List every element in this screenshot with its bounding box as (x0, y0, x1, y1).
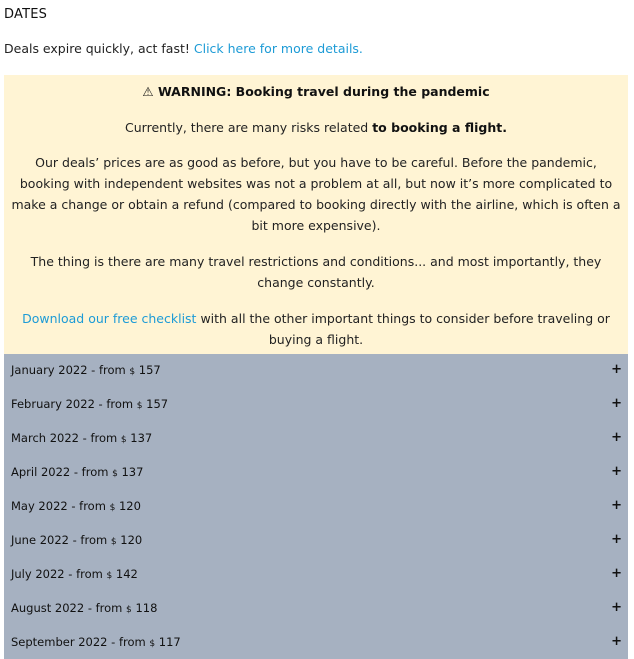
expand-icon[interactable]: + (611, 362, 622, 377)
price-value: 120 (120, 533, 143, 547)
checklist-link[interactable]: Download our free checklist (22, 311, 197, 326)
intro-line (4, 41, 363, 56)
accordion-label (11, 465, 143, 479)
month-text: February 2022 - from (11, 397, 137, 411)
warning-subtitle-bold: to booking a flight. (372, 120, 507, 135)
expand-icon[interactable]: + (611, 396, 622, 411)
warning-subtitle-plain: Currently, there are many risks related (125, 120, 373, 135)
currency-symbol: $ (126, 605, 132, 615)
currency-symbol: $ (106, 571, 113, 581)
price-value: 157 (138, 363, 161, 377)
section-heading: DATES (4, 7, 48, 22)
accordion-label (11, 431, 152, 445)
currency-symbol: $ (129, 367, 136, 377)
expand-icon[interactable]: + (611, 600, 622, 615)
warning-title-text: WARNING: Booking travel during the pandemic (157, 84, 490, 99)
currency-symbol: $ (112, 469, 118, 479)
warning-paragraph-2: The thing is there are many travel restrictions and conditions... and most importantly, they change constantly. (30, 254, 602, 290)
accordion-label (11, 567, 138, 581)
intro-text: Deals expire quickly, act fast! (4, 41, 194, 56)
month-text: June 2022 - from (11, 533, 111, 547)
accordion-label (11, 397, 168, 411)
price-value: 120 (118, 499, 141, 513)
currency-symbol: $ (149, 639, 156, 649)
accordion-row-january[interactable] (4, 354, 628, 388)
more-details-link[interactable]: Click here for more details. (193, 41, 363, 56)
month-text: August 2022 - from (11, 601, 127, 615)
accordion-row-march[interactable] (4, 422, 628, 456)
accordion-label (11, 601, 157, 615)
currency-symbol: $ (136, 401, 143, 411)
accordion-row-april[interactable] (4, 456, 628, 490)
warning-title (11, 75, 621, 102)
month-text: September 2022 - from (11, 635, 150, 649)
month-text: January 2022 - from (11, 363, 130, 377)
expand-icon[interactable]: + (611, 634, 622, 649)
price-value: 117 (158, 635, 181, 649)
warning-triangle-icon: ⚠ (142, 84, 154, 99)
warning-box (4, 75, 628, 354)
price-value: 137 (121, 465, 144, 479)
accordion-row-july[interactable] (4, 558, 628, 592)
price-value: 157 (146, 397, 169, 411)
warning-subtitle (11, 117, 621, 138)
accordion-row-august[interactable] (4, 592, 628, 626)
expand-icon[interactable]: + (611, 566, 622, 581)
currency-symbol: $ (120, 435, 127, 445)
accordion-row-september[interactable] (4, 626, 628, 659)
month-text: July 2022 - from (11, 567, 107, 581)
accordion-label (11, 635, 181, 649)
expand-icon[interactable]: + (611, 464, 622, 479)
month-text: March 2022 - from (11, 431, 121, 445)
months-accordion (4, 354, 628, 659)
accordion-row-june[interactable] (4, 524, 628, 558)
warning-paragraph-1: Our deals’ prices are as good as before, but you have to be careful. Before the pandemic, booking with independent websites was not a problem at all, but now it’s more complicated to make a change or obtain a refund (compared to booking directly with the airline, which is often a bit more expensive). (11, 155, 621, 233)
price-value: 118 (135, 601, 158, 615)
expand-icon[interactable]: + (611, 498, 622, 513)
warning-checklist (11, 308, 621, 350)
currency-symbol: $ (109, 503, 116, 513)
expand-icon[interactable]: + (611, 430, 622, 445)
price-value: 142 (115, 567, 138, 581)
checklist-text: with all the other important things to consider before traveling or buying a flight. (196, 311, 610, 347)
month-text: April 2022 - from (11, 465, 113, 479)
accordion-label (11, 363, 161, 377)
accordion-row-may[interactable] (4, 490, 628, 524)
month-text: May 2022 - from (11, 499, 110, 513)
expand-icon[interactable]: + (611, 532, 622, 547)
accordion-label (11, 499, 141, 513)
price-value: 137 (130, 431, 153, 445)
accordion-label (11, 533, 142, 547)
accordion-row-february[interactable] (4, 388, 628, 422)
currency-symbol: $ (110, 537, 117, 547)
